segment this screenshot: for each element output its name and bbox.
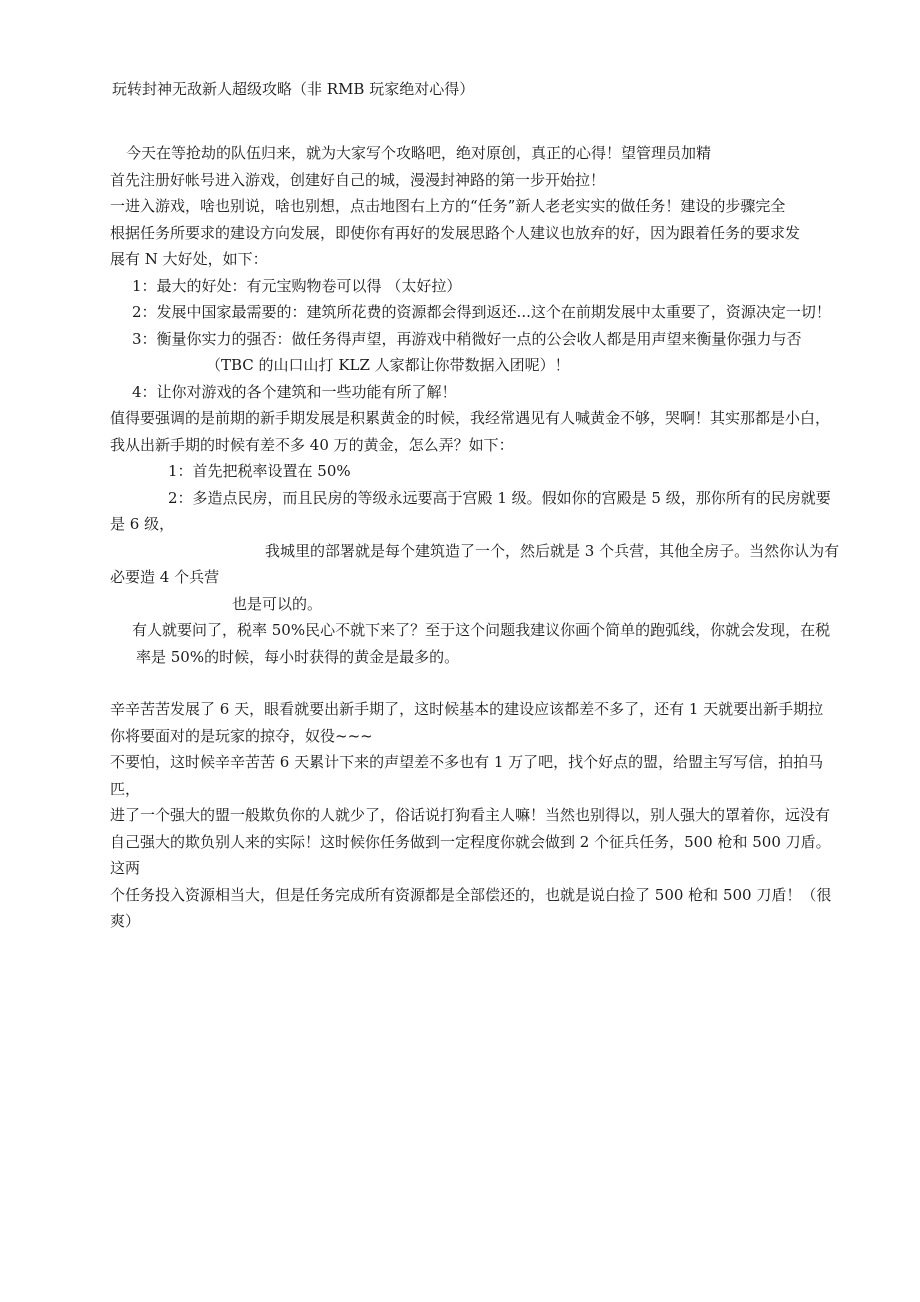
paragraph: 展有 N 大好处，如下： bbox=[110, 250, 268, 268]
paragraph: （TBC 的山口山打 KLZ 人家都让你带数据入团呢）！ bbox=[206, 356, 570, 374]
document-body bbox=[110, 140, 840, 935]
paragraph: 进了一个强大的盟一般欺负你的人就少了，俗话说打狗看主人嘛！当然也别得以，别人强大的罩着你，远没有 bbox=[110, 806, 831, 824]
paragraph: 自己强大的欺负别人来的实际！这时候你任务做到一定程度你就会做到 2 个征兵任务，500 枪和 500 刀盾。这两 bbox=[110, 832, 831, 877]
paragraph: 一进入游戏，啥也别说，啥也别想，点击地图右上方的“任务”新人老老实实的做任务！建设的步骤完全 bbox=[110, 197, 786, 215]
paragraph: 首先注册好帐号进入游戏，创建好自己的城，漫漫封神路的第一步开始拉！ bbox=[110, 170, 606, 189]
paragraph: 根据任务所要求的建设方向发展，即使你有再好的发展思路个人建议也放弃的好，因为跟着任务的要求发 bbox=[110, 223, 801, 242]
paragraph: 率是 50%的时候，每小时获得的黄金是最多的。 bbox=[136, 647, 460, 666]
paragraph: 今天在等抢劫的队伍归来，就为大家写个攻略吧，绝对原创，真正的心得！望管理员加精 bbox=[126, 144, 712, 162]
paragraph: 我从出新手期的时候有差不多 40 万的黄金，怎么弄？如下： bbox=[110, 435, 514, 454]
list-item: 2：发展中国家最需要的：建筑所花费的资源都会得到返还...这个在前期发展中太重要了，资源决定一切！ bbox=[132, 303, 831, 321]
paragraph: 也是可以的。 bbox=[232, 594, 323, 613]
document-title: 玩转封神无敌新人超级攻略（非 RMB 玩家绝对心得） bbox=[112, 80, 475, 98]
paragraph: 个任务投入资源相当大，但是任务完成所有资源都是全部偿还的，也就是说白捡了 500 枪和 500 刀盾！（很爽） bbox=[110, 885, 832, 930]
paragraph: 值得要强调的是前期的新手期发展是积累黄金的时候，我经常遇见有人喊黄金不够，哭啊！其实那都是小白， bbox=[110, 409, 831, 427]
paragraph: 不要怕，这时候辛辛苦苦 6 天累计下来的声望差不多也有 1 万了吧，找个好点的盟，给盟主写写信，拍拍马匹， bbox=[110, 753, 824, 798]
list-item: 1：最大的好处：有元宝购物卷可以得 （太好拉） bbox=[132, 276, 462, 295]
paragraph: 有人就要问了，税率 50%民心不就下来了？至于这个问题我建议你画个简单的跑弧线，你就会发现，在税 bbox=[132, 621, 831, 639]
paragraph: 你将要面对的是玩家的掠夺，奴役~~~ bbox=[110, 726, 373, 745]
list-item: 3：衡量你实力的强否：做任务得声望，再游戏中稍微好一点的公会收人都是用声望来衡量你强力与否 bbox=[132, 329, 802, 348]
paragraph: 我城里的部署就是每个建筑造了一个，然后就是 3 个兵营，其他全房子。当然你认为有必要造 4 个兵营 bbox=[110, 541, 840, 586]
list-item: 4：让你对游戏的各个建筑和一些功能有所了解！ bbox=[132, 382, 457, 401]
list-item: 2：多造点民房，而且民房的等级永远要高于宫殿 1 级。假如你的宫殿是 5 级，那你所有的民房就要是 6 级， bbox=[110, 488, 831, 533]
paragraph-gap bbox=[110, 670, 840, 696]
paragraph: 辛辛苦苦发展了 6 天，眼看就要出新手期了，这时候基本的建设应该都差不多了，还有 1 天就要出新手期拉 bbox=[110, 700, 824, 718]
list-item: 1：首先把税率设置在 50% bbox=[168, 462, 351, 480]
